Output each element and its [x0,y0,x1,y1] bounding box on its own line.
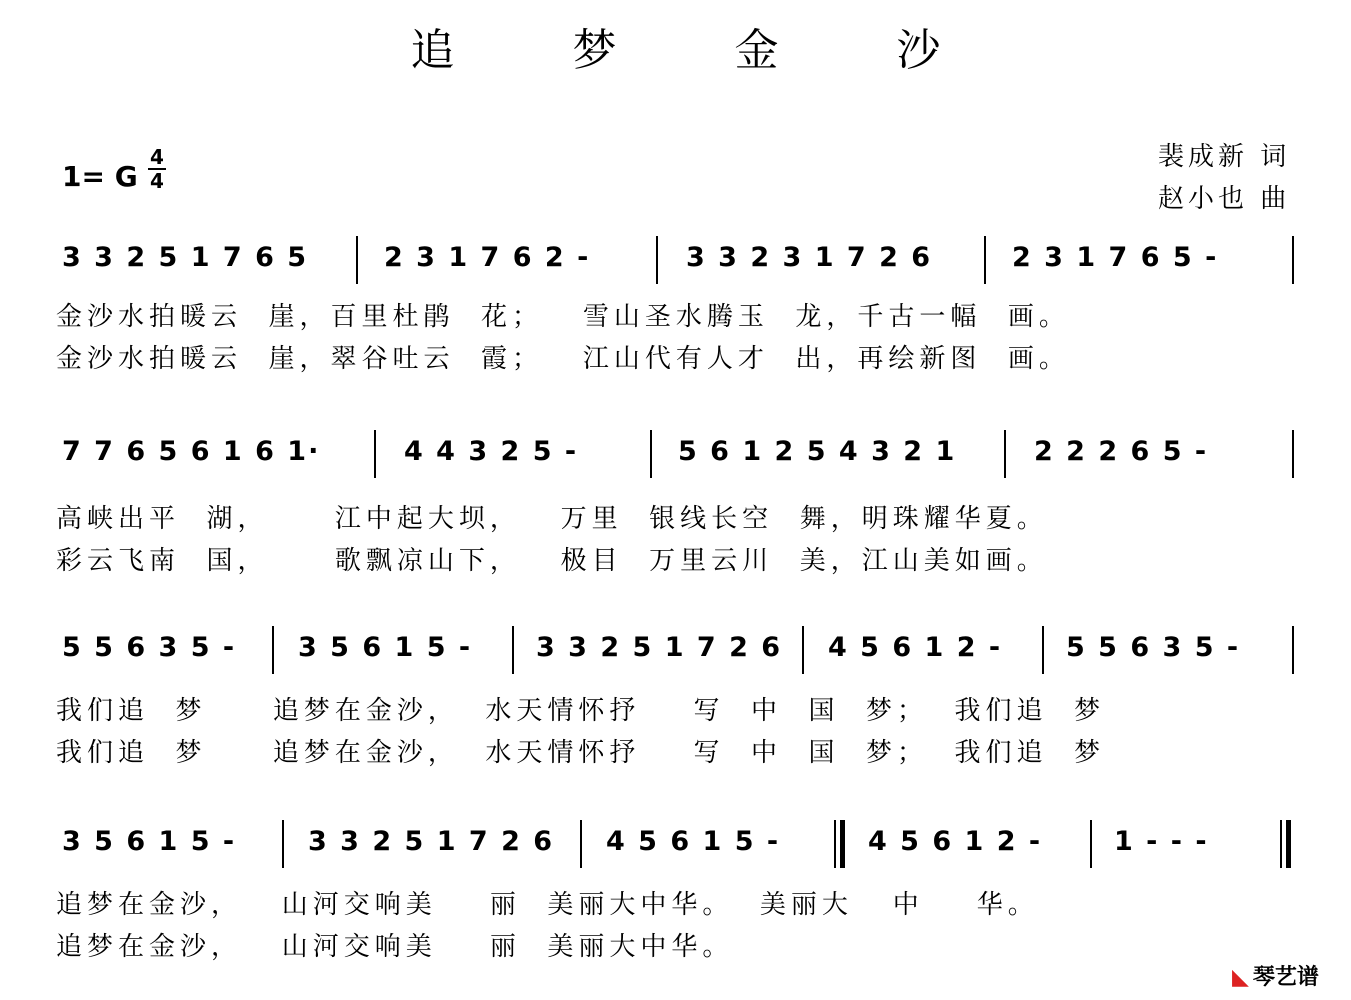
lyric-line: 高峡出平 湖， 江中起大坝， 万里 银线长空 舞，明珠耀华夏。 [56,504,1048,534]
lyric-line: 追梦在金沙， 山河交响美 丽 美丽大中华。 [56,932,734,962]
barline [1090,820,1092,868]
measure-notes: 4 5 6 1 5 - [606,826,781,857]
key-signature: 1= G [62,160,138,193]
barline [650,430,652,478]
score-row-4 [0,820,1351,880]
barline [656,236,658,284]
measure-notes: 4 5 6 1 2 - [828,632,1003,663]
barline [1292,236,1294,284]
time-signature [148,146,166,192]
measure-notes: 2 2 2 6 5 - [1034,436,1209,467]
watermark-text: 琴艺谱 [1252,965,1319,990]
final-barline-thick [1286,820,1291,868]
measure-notes: 3 3 2 3 1 7 2 6 [686,242,933,273]
lyric-line: 彩云飞南 国， 歌飘凉山下， 极目 万里云川 美，江山美如画。 [56,546,1048,576]
repeat-barline-thick [840,820,845,868]
lyric-line: 追梦在金沙， 山河交响美 丽 美丽大中华。 美丽大 中 华。 [56,890,1039,920]
measure-notes: 5 5 6 3 5 - [62,632,237,663]
barline [512,626,514,674]
barline [1004,430,1006,478]
score-row-2 [0,430,1351,490]
score-row-1 [0,236,1351,296]
measure-notes: 2 3 1 7 6 5 - [1012,242,1219,273]
repeat-barline [834,820,836,868]
composer-credit: 赵小也 曲 [1158,184,1291,214]
barline [272,626,274,674]
measure-notes: 1 - - - [1114,826,1209,857]
barline [356,236,358,284]
lyric-line: 我们追 梦 追梦在金沙， 水天情怀抒 写 中 国 梦； 我们追 梦 [56,696,1106,726]
logo-icon: ◣ [1232,965,1249,990]
lyric-line: 我们追 梦 追梦在金沙， 水天情怀抒 写 中 国 梦； 我们追 梦 [56,738,1106,768]
barline [374,430,376,478]
time-signature-bottom: 4 [148,168,166,192]
lyric-line: 金沙水拍暖云 崖，翠谷吐云 霞； 江山代有人才 出，再绘新图 画。 [56,344,1070,374]
measure-notes: 5 5 6 3 5 - [1066,632,1241,663]
barline [802,626,804,674]
barline [1292,430,1294,478]
lyric-line: 金沙水拍暖云 崖，百里杜鹃 花； 雪山圣水腾玉 龙，千古一幅 画。 [56,302,1070,332]
measure-notes: 2 3 1 7 6 2 - [384,242,591,273]
barline [282,820,284,868]
measure-notes: 3 3 2 5 1 7 2 6 [536,632,783,663]
watermark-logo [1232,960,1319,991]
measure-notes: 3 5 6 1 5 - [298,632,473,663]
final-barline [1280,820,1282,868]
barline [984,236,986,284]
measure-notes: 3 3 2 5 1 7 6 5 [62,242,309,273]
song-title: 追 梦 金 沙 [410,25,993,76]
lyricist-credit: 裴成新 词 [1158,142,1291,172]
score-row-3 [0,626,1351,686]
barline [1042,626,1044,674]
measure-notes: 4 4 3 2 5 - [404,436,579,467]
barline [1292,626,1294,674]
measure-notes: 5 6 1 2 5 4 3 2 1 [678,436,957,467]
measure-notes: 7 7 6 5 6 1 6 1· [62,436,321,467]
time-signature-top: 4 [150,145,164,169]
barline [580,820,582,868]
measure-notes: 4 5 6 1 2 - [868,826,1043,857]
measure-notes: 3 5 6 1 5 - [62,826,237,857]
measure-notes: 3 3 2 5 1 7 2 6 [308,826,555,857]
